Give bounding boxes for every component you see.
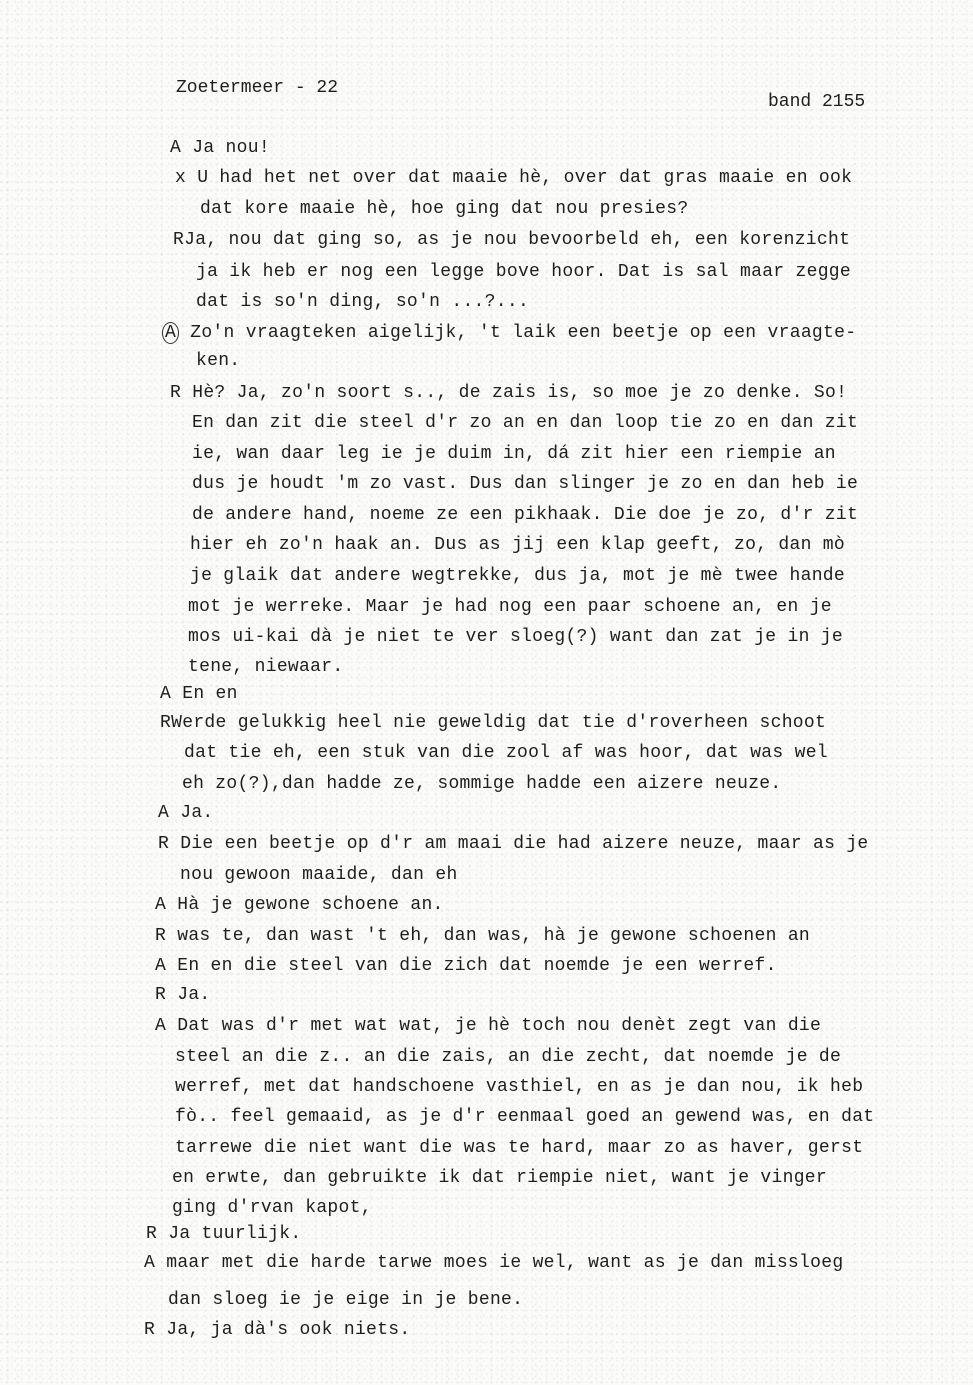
transcript-line: A En en die steel van die zich dat noemde je een werref. (155, 956, 777, 976)
transcript-line: R Hè? Ja, zo'n soort s.., de zais is, so moe je zo denke. So! (170, 383, 848, 403)
transcript-line: fò.. feel gemaaid, as je d'r eenmaal goed an gewend was, en dat (175, 1107, 875, 1127)
transcript-line: dat kore maaie hè, hoe ging dat nou presies? (200, 199, 689, 219)
transcript-line: ken. (196, 351, 241, 371)
transcript-line: en erwte, dan gebruikte ik dat riempie niet, want je vinger (172, 1168, 828, 1188)
transcript-line: A Zo'n vraagteken aigelijk, 't laik een beetje op een vraagte- (162, 322, 856, 344)
transcript-line: En dan zit die steel d'r zo an en dan loop tie zo en dan zit (192, 413, 859, 433)
transcript-line: A Ja nou! (170, 138, 270, 158)
transcript-line: A Ja. (158, 803, 214, 823)
transcript-line: dus je houdt 'm zo vast. Dus dan slinger je zo en dan heb ie (192, 474, 859, 494)
transcript-line: R Ja, ja dà's ook niets. (144, 1320, 411, 1340)
transcript-line: R Die een beetje op d'r am maai die had aizere neuze, maar as je (158, 834, 869, 854)
transcript-line: hier eh zo'n haak an. Dus as jij een klap geeft, zo, dan mò (190, 535, 846, 555)
transcript-line: RWerde gelukkig heel nie geweldig dat tie d'roverheen schoot (160, 713, 827, 733)
transcript-line: dat is so'n ding, so'n ...?... (196, 292, 530, 312)
transcript-line: ging d'rvan kapot, (172, 1198, 372, 1218)
band-number: band 2155 (768, 92, 866, 112)
transcript-line: ja ik heb er nog een legge bove hoor. Dat is sal maar zegge (196, 262, 852, 282)
transcript-line: RJa, nou dat ging so, as je nou bevoorbeld eh, een korenzicht (173, 230, 851, 250)
transcript-line: R Ja. (155, 985, 211, 1005)
transcript-line: tarrewe die niet want die was te hard, maar zo as haver, gerst (175, 1138, 864, 1158)
transcript-line: de andere hand, noeme ze een pikhaak. Die doe je zo, d'r zit (192, 505, 859, 525)
page-title: Zoetermeer - 22 (176, 78, 339, 98)
transcript-line: dat tie eh, een stuk van die zool af was hoor, dat was wel (184, 743, 828, 763)
transcript-line: mos ui-kai dà je niet te ver sloeg(?) want dan zat je in je (188, 627, 844, 647)
transcript-line: dan sloeg ie je eige in je bene. (168, 1290, 524, 1310)
transcript-line: tene, niewaar. (188, 657, 344, 677)
transcript-line: A maar met die harde tarwe moes ie wel, want as je dan missloeg (144, 1253, 844, 1273)
transcript-line: A Hà je gewone schoene an. (155, 895, 444, 915)
transcript-line: steel an die z.. an die zais, an die zecht, dat noemde je de (175, 1047, 842, 1067)
transcript-line: A Dat was d'r met wat wat, je hè toch nou denèt zegt van die (155, 1016, 822, 1036)
transcript-line: je glaik dat andere wegtrekke, dus ja, mot je mè twee hande (190, 566, 846, 586)
transcript-line: werref, met dat handschoene vasthiel, en as je dan nou, ik heb (175, 1077, 864, 1097)
transcript-line: eh zo(?),dan hadde ze, sommige hadde een aizere neuze. (182, 774, 782, 794)
transcript-line: x U had het net over dat maaie hè, over dat gras maaie en ook (175, 168, 853, 188)
transcript-line: R was te, dan wast 't eh, dan was, hà je gewone schoenen an (155, 926, 811, 946)
transcript-line: R Ja tuurlijk. (146, 1224, 302, 1244)
transcript-line: mot je werreke. Maar je had nog een paar schoene an, en je (188, 597, 832, 617)
transcript-line: A En en (160, 684, 238, 704)
transcript-line: ie, wan daar leg ie je duim in, dá zit hier een riempie an (192, 444, 836, 464)
transcript-line: nou gewoon maaide, dan eh (180, 865, 458, 885)
